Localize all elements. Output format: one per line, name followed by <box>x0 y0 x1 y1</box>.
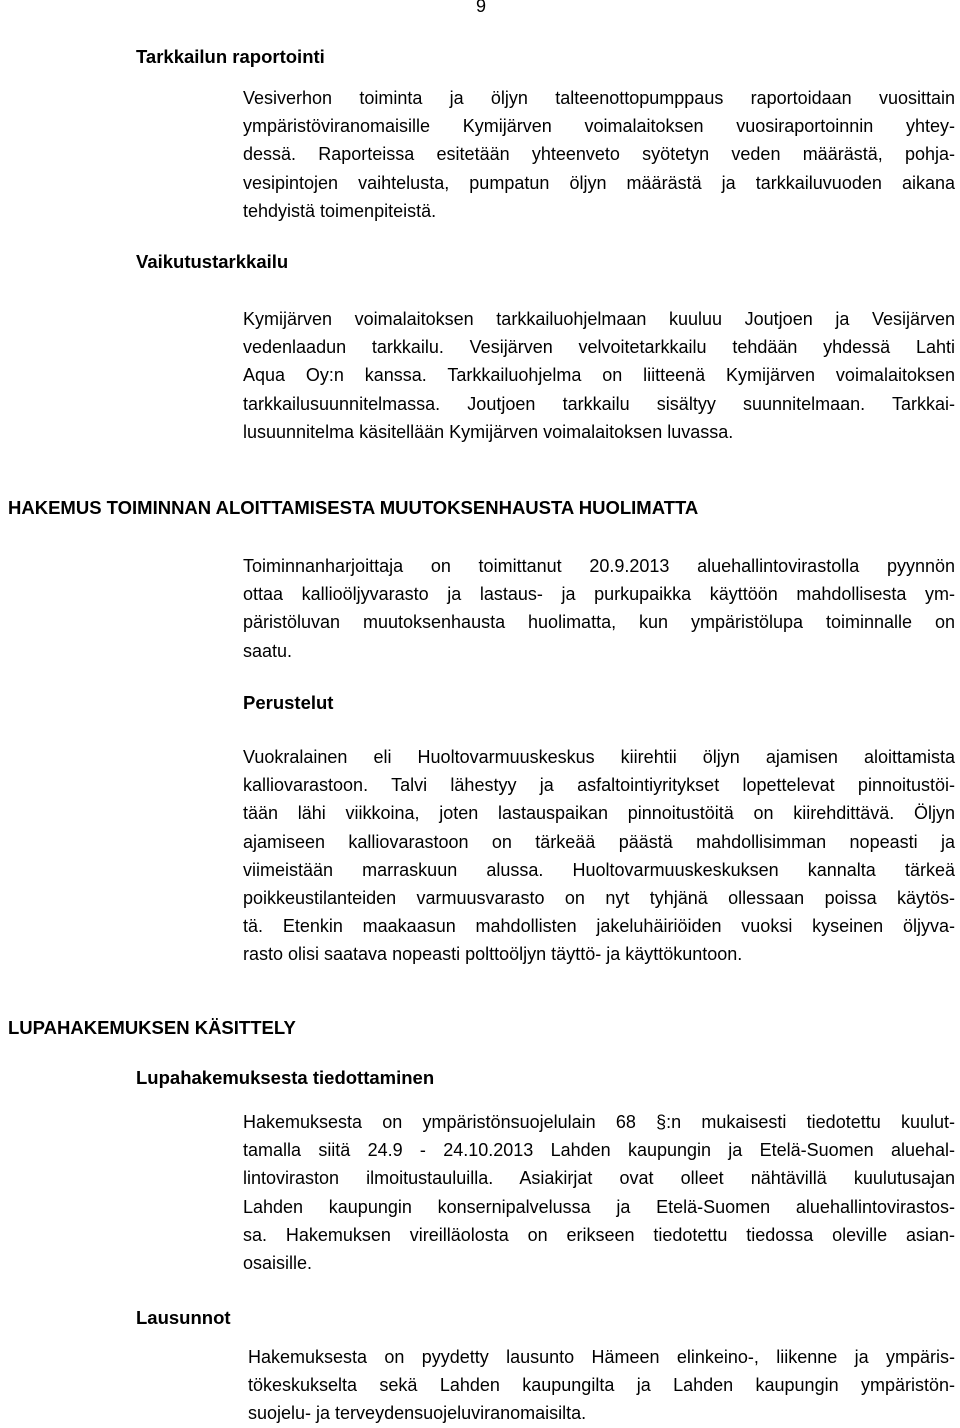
text-line: Vesiverhon toiminta ja öljyn talteenottopumppaus raportoidaan vuosittain <box>243 88 955 108</box>
text-line: vesipintojen vaihtelusta, pumpatun öljyn määrästä ja tarkkailuvuoden aikana <box>243 172 955 193</box>
text-line: tä. Etenkin maakaasun mahdollisten jakeluhäiriöiden vuoksi kyseinen öljyva- <box>243 916 955 937</box>
paragraph-tiedottaminen <box>243 1108 955 1277</box>
text-line: sa. Hakemuksen vireilläolosta on erikseen tiedotettu tiedossa oleville asian- <box>243 1224 955 1245</box>
heading-hakemus: HAKEMUS TOIMINNAN ALOITTAMISESTA MUUTOKSENHAUSTA HUOLIMATTA <box>8 497 699 518</box>
heading-perustelut: Perustelut <box>243 692 334 713</box>
text-line: Toiminnanharjoittaja on toimittanut 20.9.2013 aluehallintovirastolla pyynnön <box>243 556 955 576</box>
heading-lupahakemuksesta-tiedottaminen: Lupahakemuksesta tiedottaminen <box>136 1067 435 1088</box>
text-line: viimeistään marraskuun alussa. Huoltovarmuuskeskuksen kannalta tärkeä <box>243 859 955 880</box>
text-line: vedenlaadun tarkkailu. Vesijärven velvoitetarkkailu tehdään yhdessä Lahti <box>243 337 955 358</box>
text-line: ympäristöviranomaisille Kymijärven voimalaitoksen vuosiraportoinnin yhtey- <box>243 116 955 137</box>
text-line: Hakemuksesta on ympäristönsuojelulain 68 §:n mukaisesti tiedotettu kuulut- <box>243 1112 955 1132</box>
heading-lupahakemuksen-kasittely: LUPAHAKEMUKSEN KÄSITTELY <box>8 1017 296 1038</box>
text-line: kalliovarastoon. Talvi lähestyy ja asfaltointiyritykset lopettelevat pinnoitustöi- <box>243 775 955 796</box>
text-line: tamalla siitä 24.9 - 24.10.2013 Lahden kaupungin ja Etelä-Suomen aluehal- <box>243 1140 955 1161</box>
text-line: lusuunnitelma käsitellään Kymijärven voimalaitoksen luvassa. <box>243 421 734 442</box>
paragraph-hakemus <box>243 552 955 665</box>
paragraph-tarkkailun-raportointi <box>243 84 955 225</box>
text-line: tökeskukselta sekä Lahden kaupungilta ja Lahden kaupungin ympäristön- <box>248 1375 955 1396</box>
text-line: Hakemuksesta on pyydetty lausunto Hämeen elinkeino-, liikenne ja ympäris- <box>248 1347 955 1367</box>
text-line: rasto olisi saatava nopeasti polttoöljyn täyttö- ja käyttökuntoon. <box>243 944 743 965</box>
text-line: Lahden kaupungin konsernipalvelussa ja Etelä-Suomen aluehallintovirastos- <box>243 1196 955 1217</box>
text-line: päristöluvan muutoksenhausta huolimatta, kun ympäristölupa toiminnalle on <box>243 612 955 633</box>
text-line: tään lähi viikkoina, joten lastauspaikan pinnoitustöitä on kiirehdittävä. Öljyn <box>243 803 955 824</box>
text-line: Kymijärven voimalaitoksen tarkkailuohjelmaan kuuluu Joutjoen ja Vesijärven <box>243 309 955 329</box>
text-line: saatu. <box>243 640 293 661</box>
text-line: osaisille. <box>243 1253 313 1274</box>
heading-tarkkailun-raportointi: Tarkkailun raportointi <box>136 46 325 67</box>
text-line: ottaa kallioöljyvarasto ja lastaus- ja purkupaikka käyttöön mahdollisesta ym- <box>243 584 955 605</box>
text-line: tarkkailusuunnitelmassa. Joutjoen tarkkailu sisältyy suunnitelmaan. Tarkkai- <box>243 393 955 414</box>
text-line: tehdyistä toimenpiteistä. <box>243 200 437 221</box>
text-line: poikkeustilanteiden varmuusvarasto on nyt tyhjänä ollessaan poissa käytös- <box>243 888 955 909</box>
text-line: Vuokralainen eli Huoltovarmuuskeskus kiirehtii öljyn ajamisen aloittamista <box>243 747 955 767</box>
paragraph-perustelut <box>243 743 955 969</box>
text-line: dessä. Raporteissa esitetään yhteenveto syötetyn veden määrästä, pohja- <box>243 144 955 165</box>
heading-vaikutustarkkailu: Vaikutustarkkailu <box>136 251 289 272</box>
paragraph-vaikutustarkkailu <box>243 305 955 446</box>
page-number: 9 <box>476 0 487 16</box>
heading-lausunnot: Lausunnot <box>136 1307 231 1328</box>
paragraph-lausunnot <box>248 1343 955 1428</box>
text-line: lintoviraston ilmoitustauluilla. Asiakirjat ovat olleet nähtävillä kuulutusajan <box>243 1168 955 1189</box>
text-line: ajamiseen kalliovarastoon on tärkeää päästä mahdollisimman nopeasti ja <box>243 831 955 852</box>
text-line: Aqua Oy:n kanssa. Tarkkailuohjelma on liitteenä Kymijärven voimalaitoksen <box>243 365 955 386</box>
text-line: suojelu- ja terveydensuojeluviranomaisilta. <box>248 1403 587 1424</box>
